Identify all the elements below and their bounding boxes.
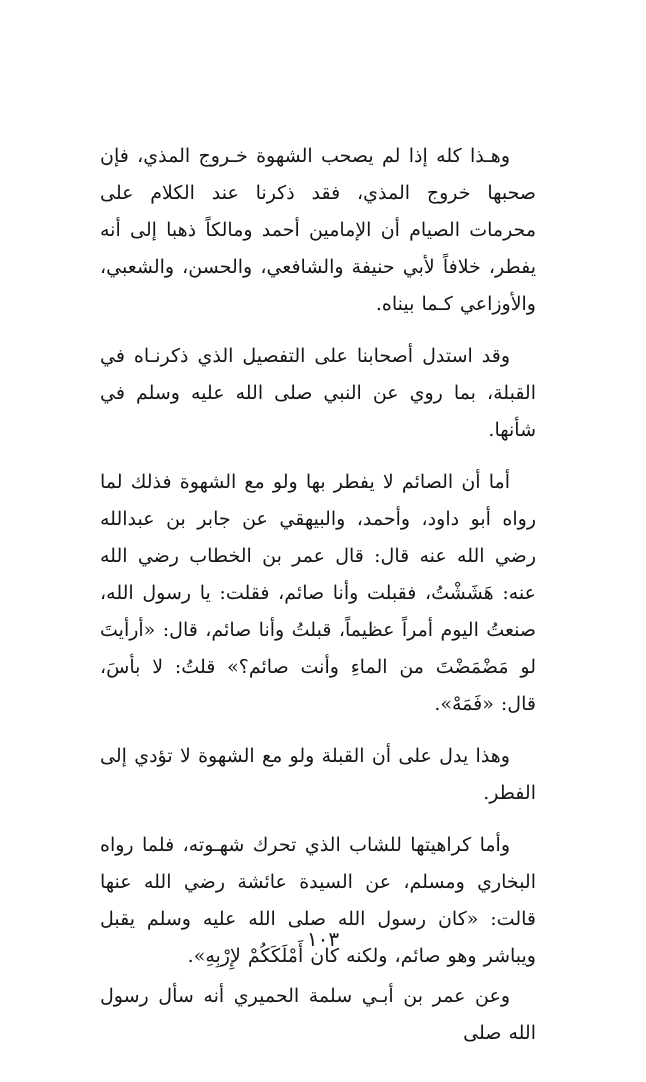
body-text: [100, 138, 536, 1052]
paragraph-1: وهـذا كله إذا لم يصحب الشهوة خـروج المذي، فإن صحبها خروج المذي، فقد ذكرنا عند الكلام على محرمات الصيام أن الإمامين أحمد ومالكاً ذهبا إلى أنه يفطر، خلافاً لأبي حنيفة والشافعي، والحسن، والشعبي، والأوزاعي كـما بيناه.: [100, 145, 536, 315]
paragraph-3: أما أن الصائم لا يفطر بها ولو مع الشهوة فذلك لما رواه أبو داود، وأحمد، والبيهقي عن جابر بن عبدالله رضي الله عنه قال: قال عمر بن الخطاب رضي الله عنه: هَشَشْتُ، فقبلت وأنا صائم، فقلت: يا رسول الله، صنعتُ اليوم أمراً عظيماً، قبلتُ وأنا صائم، قال: «أرأيتَ لو مَضْمَضْتَ من الماءِ وأنت صائم؟» قلتُ: لا بأسَ، قال: «فَمَهْ».: [100, 471, 536, 715]
paragraph-4: وهذا يدل على أن القبلة ولو مع الشهوة لا تؤدي إلى الفطر.: [100, 745, 536, 804]
paragraph-5: وأما كراهيتها للشاب الذي تحرك شهـوته، فلما رواه البخاري ومسلم، عن السيدة عائشة رضي الله عنها قالت: «كان رسول الله صلى الله عليه وسلم يقبل ويباشر وهو صائم، ولكنه كان أَمْلَكَكُمْ لإِرْبِهِ».: [100, 834, 536, 967]
paragraph-2: وقد استدل أصحابنا على التفصيل الذي ذكرنـاه في القبلة، بما روي عن النبي صلى الله عليه وسلم في شأنها.: [100, 345, 536, 441]
paragraph-6: وعن عمر بن أبـي سلمة الحميري أنه سأل رسول الله صلى: [100, 985, 536, 1044]
page-number: ١٠٣: [306, 927, 340, 951]
